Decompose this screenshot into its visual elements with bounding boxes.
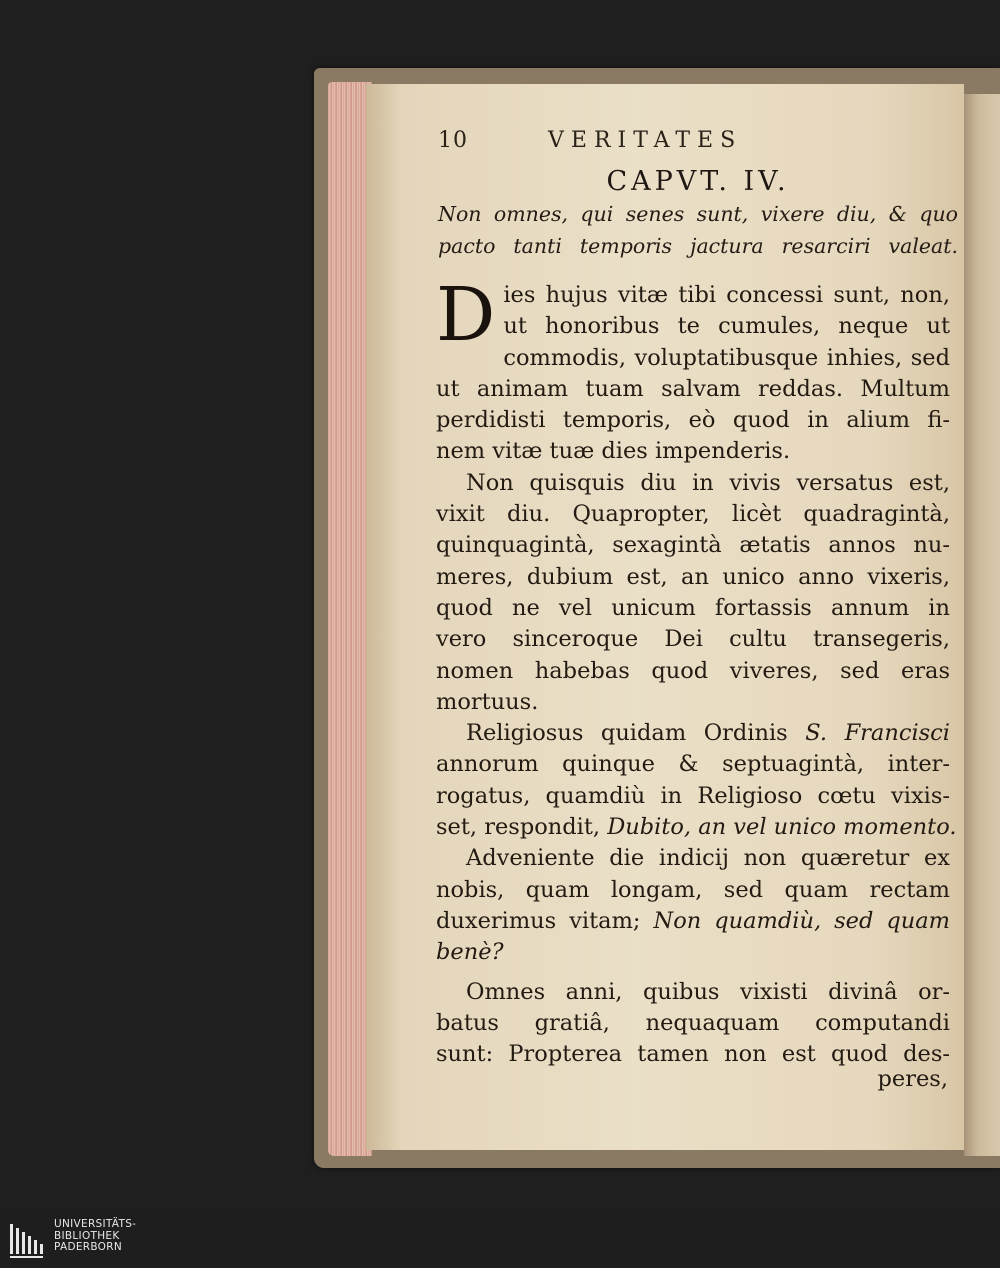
text-line: mortuus. [436, 688, 539, 715]
italic-line: benè? [436, 939, 504, 966]
paragraph-3 [436, 718, 957, 843]
summary-line: pacto tanti temporis jactura resarciri valeat. [438, 234, 958, 258]
paragraph-4 [436, 843, 950, 968]
text-line [436, 906, 950, 937]
italic-run: S. Francisci [805, 720, 950, 747]
text-run: set, respondit, [436, 814, 608, 841]
italic-run: Non quamdiù, sed quam [653, 907, 950, 934]
body-text [436, 272, 957, 1070]
text-line: sunt: Propterea tamen non est quod des- [436, 1041, 950, 1068]
text-line: ut honoribus te cumules, neque ut [503, 313, 950, 340]
library-footer [0, 1215, 1000, 1268]
text-line: meres, dubium est, an unico anno vixeris, [436, 563, 950, 590]
university-library-logo-icon [10, 1222, 48, 1262]
text-line: commodis, voluptatibusque inhies, sed [503, 344, 950, 371]
text-line: Non quisquis diu in vivis versatus est, [466, 469, 950, 496]
text-line [436, 718, 950, 749]
text-line: nem vitæ tuæ dies impenderis. [436, 438, 791, 465]
page-number: 10 [438, 128, 468, 153]
chapter-title: CAPVT. IV. [606, 166, 790, 197]
text-line: Adveniente die indicij non quæretur ex [466, 845, 950, 872]
text-line: nobis, quam longam, sed quam rectam [436, 876, 950, 903]
text-run: duxerimus vitam; [436, 907, 654, 934]
text-line: Omnes anni, quibus vixisti divinâ or- [466, 978, 950, 1005]
catchword: peres, [877, 1066, 948, 1092]
paragraph-2 [436, 468, 950, 718]
library-name-line: PADERBORN [54, 1241, 122, 1253]
library-name-line: UNIVERSITÄTS- [54, 1218, 137, 1230]
running-head: VERITATES [548, 128, 743, 153]
text-run: Religiosus quidam Ordinis [466, 720, 806, 747]
text-line: nomen habebas quod viveres, sed eras [436, 657, 950, 684]
text-line: ies hujus vitæ tibi concessi sunt, non, [503, 282, 950, 308]
text-line: batus gratiâ, nequaquam computandi [436, 1009, 950, 1036]
library-name [54, 1219, 136, 1254]
summary-line: Non omnes, qui senes sunt, vixere diu, & quo [438, 202, 958, 226]
italic-run: Dubito, an vel unico momento. [607, 814, 957, 841]
text-line: quinquagintà, sexagintà ætatis annos nu- [436, 532, 950, 559]
text-line: quod ne vel unicum fortassis annum in [436, 594, 950, 621]
text-line: vero sinceroque Dei cultu transegeris, [436, 626, 950, 653]
drop-capital: D [436, 272, 496, 358]
text-line [436, 812, 957, 843]
text-line: perdidisti temporis, eò quod in alium fi- [436, 407, 950, 434]
facing-page-edge [964, 94, 1000, 1156]
text-line: vixit diu. Quapropter, licèt quadragintà, [436, 501, 950, 528]
text-line: annorum quinque & septuagintà, inter- [436, 751, 950, 778]
paragraph-1 [436, 272, 950, 468]
text-line: ut animam tuam salvam reddas. Multum [436, 375, 950, 402]
text-line: rogatus, quamdiù in Religioso cœtu vixis- [436, 782, 950, 809]
paragraph-5 [436, 977, 950, 1071]
chapter-summary [438, 198, 958, 262]
library-name-line: BIBLIOTHEK [54, 1229, 120, 1242]
